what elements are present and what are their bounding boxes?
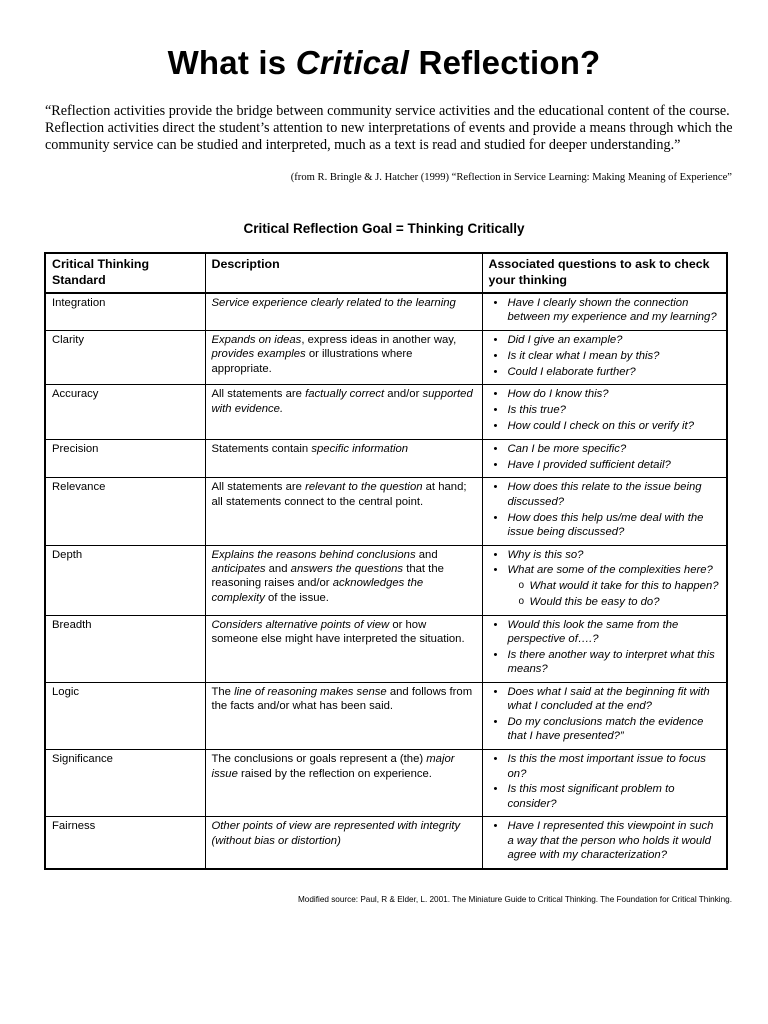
column-header-standard: Critical Thinking Standard: [45, 253, 205, 293]
intro-quote: “Reflection activities provide the bridge between community service activities and the educational content of the course. Reflection activities direct the student’s attention to new interpretations of events and provide a means through which the community service can be studied and interpreted, much as a text is read and studied for deeper understanding.”: [45, 103, 733, 153]
description-cell: [205, 439, 482, 478]
description-text: Explains the reasons behind conclusions: [211, 548, 416, 561]
question-item: • How does this help us/me deal with the issue being discussed?: [508, 511, 721, 540]
question-item: • Did I give an example?: [508, 333, 721, 347]
standard-cell: Clarity: [45, 331, 205, 385]
description-text: line of reasoning makes sense: [234, 686, 387, 699]
table-row: [45, 750, 727, 817]
standard-cell: Relevance: [45, 478, 205, 545]
description-text: provides examples: [211, 348, 306, 361]
table-row: [45, 545, 727, 615]
question-list: [489, 480, 721, 539]
question-item: • Would this look the same from the perspective of….?: [508, 618, 721, 647]
question-list: [489, 548, 721, 610]
description-cell: [205, 545, 482, 615]
standard-cell: Integration: [45, 293, 205, 331]
description-cell: [205, 385, 482, 439]
description-cell: [205, 750, 482, 817]
description-text: Statements contain: [211, 442, 312, 455]
description-text: Expands on ideas: [211, 334, 302, 347]
critical-thinking-table: [44, 252, 728, 870]
questions-cell: [482, 293, 727, 331]
question-item: • Do my conclusions match the evidence that I have presented?”: [508, 715, 721, 744]
standard-cell: Significance: [45, 750, 205, 817]
description-text: or illustrations where appropriate.: [211, 348, 413, 375]
title-emphasis: Critical: [295, 44, 410, 81]
standard-cell: Fairness: [45, 817, 205, 869]
description-text: that the reasoning raises and/or: [211, 562, 444, 590]
standard-cell: Accuracy: [45, 385, 205, 439]
questions-cell: [482, 385, 727, 439]
source-footer: Modified source: Paul, R & Elder, L. 2001. The Miniature Guide to Critical Thinking. The Foundation for Critical Thinking.: [297, 895, 732, 904]
question-item: • Is this true?: [508, 403, 721, 417]
description-text: supported with evidence.: [211, 388, 473, 415]
description-cell: [205, 817, 482, 869]
standard-cell: Logic: [45, 683, 205, 750]
description-text: All statements are: [211, 481, 306, 494]
questions-cell: [482, 439, 727, 478]
question-item: • How do I know this?: [508, 387, 721, 401]
description-text: All statements are: [211, 388, 306, 401]
question-list: [489, 618, 721, 677]
description-cell: [205, 683, 482, 750]
description-text: relevant to the question: [305, 481, 423, 494]
column-header-questions: Associated questions to ask to check your thinking: [482, 253, 727, 293]
question-list: [489, 752, 721, 811]
question-item: • What are some of the complexities here?: [508, 563, 721, 577]
questions-cell: [482, 615, 727, 682]
question-item: • Does what I said at the beginning fit with what I concluded at the end?: [508, 685, 721, 714]
standard-cell: Precision: [45, 439, 205, 478]
quote-citation: (from R. Bringle & J. Hatcher (1999) “Reflection in Service Learning: Making Meaning of Experience”: [290, 172, 732, 183]
description-text: Considers alternative points of view: [211, 618, 390, 631]
questions-cell: [482, 478, 727, 545]
description-text: at hand; all statements connect to the central point.: [211, 481, 467, 508]
question-list: [489, 387, 721, 433]
question-item: • Could I elaborate further?: [508, 365, 721, 379]
question-item: • Is there another way to interpret what this means?: [508, 648, 721, 677]
sub-question-item: o Would this be easy to do?: [530, 595, 721, 609]
question-item: • How does this relate to the issue being discussed?: [508, 480, 721, 509]
question-list: [489, 685, 721, 744]
description-text: major issue: [211, 753, 455, 780]
table-row: [45, 293, 727, 331]
description-text: The: [211, 686, 235, 699]
table-row: [45, 478, 727, 545]
description-text: factually correct: [305, 388, 385, 401]
question-item: • How could I check on this or verify it?: [508, 419, 721, 433]
question-item: • Is it clear what I mean by this?: [508, 349, 721, 363]
question-item: • Have I represented this viewpoint in such a way that the person who holds it would agree with my characterization?: [508, 819, 721, 862]
description-cell: [205, 331, 482, 385]
description-text: and: [265, 562, 291, 575]
question-item: • Have I provided sufficient detail?: [508, 458, 721, 472]
description-text: anticipates: [211, 562, 266, 575]
question-item: • Is this most significant problem to consider?: [508, 782, 721, 811]
questions-cell: [482, 331, 727, 385]
description-text: or how someone else might have interpreted the situation.: [211, 618, 465, 646]
description-text: The conclusions or goals represent a (the): [211, 753, 427, 766]
description-text: answers the questions: [290, 562, 404, 575]
title-suffix: Reflection?: [409, 44, 601, 81]
question-list: [489, 333, 721, 379]
description-text: and: [415, 548, 438, 561]
description-cell: [205, 478, 482, 545]
question-item: • Have I clearly shown the connection between my experience and my learning?: [508, 296, 721, 325]
question-list: [489, 819, 721, 862]
description-cell: [205, 615, 482, 682]
sub-question-item: o What would it take for this to happen?: [530, 579, 721, 593]
description-text: specific information: [311, 442, 409, 455]
question-item: • Is this the most important issue to focus on?: [508, 752, 721, 781]
table-row: [45, 331, 727, 385]
description-text: and/or: [384, 388, 423, 401]
questions-cell: [482, 683, 727, 750]
question-item: • Can I be more specific?: [508, 442, 721, 456]
description-cell: [205, 293, 482, 331]
questions-cell: [482, 750, 727, 817]
question-list: [489, 442, 721, 472]
question-item: • Why is this so?: [508, 548, 721, 562]
question-list: [489, 296, 721, 325]
questions-cell: [482, 817, 727, 869]
column-header-description: Description: [205, 253, 482, 293]
description-text: Other points of view are represented with integrity (without bias or distortion): [211, 820, 461, 847]
standard-cell: Depth: [45, 545, 205, 615]
section-heading: Critical Reflection Goal = Thinking Critically: [243, 221, 525, 236]
table-row: [45, 439, 727, 478]
table-row: [45, 683, 727, 750]
description-text: , express ideas in another way,: [301, 334, 457, 347]
standard-cell: Breadth: [45, 615, 205, 682]
description-text: and follows from the facts and/or what has been said.: [211, 686, 473, 713]
table-row: [45, 615, 727, 682]
table-body: [45, 293, 727, 869]
title-prefix: What is: [167, 44, 296, 81]
description-text: Service experience clearly related to the learning: [211, 297, 456, 309]
table-row: [45, 385, 727, 439]
description-text: raised by the reflection on experience.: [237, 767, 432, 780]
table-header-row: [45, 253, 727, 293]
description-text: of the issue.: [264, 591, 329, 604]
questions-cell: [482, 545, 727, 615]
description-text: acknowledges the complexity: [211, 577, 424, 604]
table-row: [45, 817, 727, 869]
page-title: [0, 44, 768, 82]
